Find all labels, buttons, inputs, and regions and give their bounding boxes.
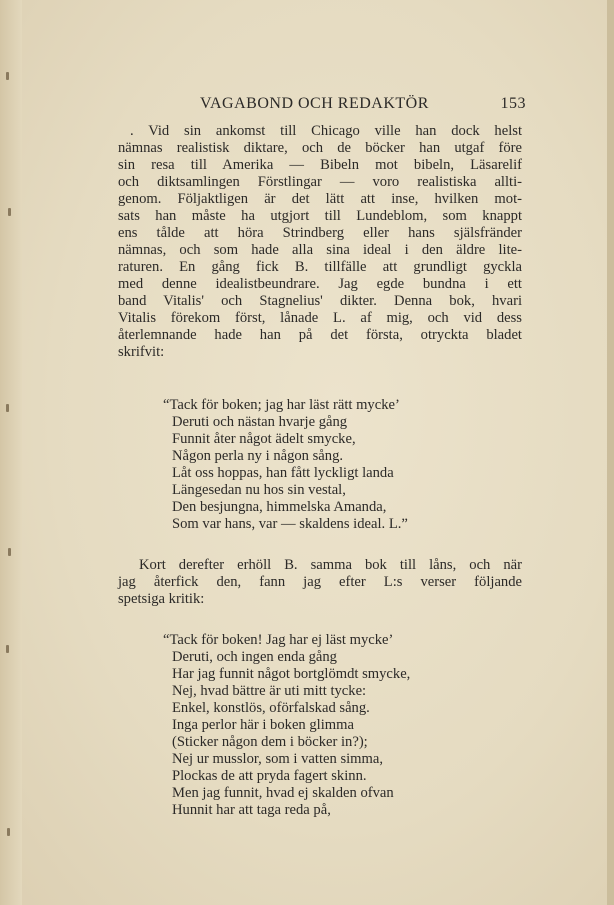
margin-mark [6,404,9,412]
verse-line: Nej ur musslor, som i vatten simma, [172,751,384,767]
verse-line: Deruti och nästan hvarje gång [172,414,348,430]
text-line: jag återfick den, fann jag efter L:s verser följande [118,574,522,590]
verse-line: (Sticker någon dem i böcker in?); [172,734,368,750]
verse-line: Den besjungna, himmelska Amanda, [172,499,387,515]
text-line: skrifvit: [118,344,165,360]
page-gutter [0,0,22,905]
text-line: raturen. En gång fick B. tillfälle att grundligt gyckla [118,259,522,275]
text-line: Kort derefter erhöll B. samma bok till låns, och när [139,557,522,573]
text-line: genom. Följaktligen är det lätt att inse, hvilken mot- [118,191,522,207]
page-edge [607,0,614,905]
margin-mark [6,645,9,653]
text-line: med denne idealistbeundrare. Jag egde bundna i ett [118,276,522,292]
verse-line: Har jag funnit något bortglömdt smycke, [172,666,411,682]
margin-mark [7,828,10,836]
page-number: 153 [500,95,526,112]
running-title: VAGABOND OCH REDAKTÖR [200,95,429,112]
verse-line: “Tack för boken; jag har läst rätt mycke’ [163,397,400,413]
verse-line: “Tack för boken! Jag har ej läst mycke’ [163,632,394,648]
verse-line: Plockas de att pryda fagert skinn. [172,768,367,784]
verse-line: Låt oss hoppas, han fått lyckligt landa [172,465,394,481]
verse-line: Deruti, och ingen enda gång [172,649,337,665]
text-line: och diktsamlingen Förstlingar — voro realistiska allti- [118,174,522,190]
verse-line: Funnit åter något ädelt smycke, [172,431,356,447]
verse-line: Någon perla ny i någon sång. [172,448,344,464]
margin-mark [8,548,11,556]
margin-mark [6,72,9,80]
text-line: nämnas realistisk diktare, och de böcker han utgaf före [118,140,522,156]
verse-line: Enkel, konstlös, oförfalskad sång. [172,700,370,716]
verse-line: Som var hans, var — skaldens ideal. L.” [172,516,408,532]
text-line: Vitalis förekom först, lånade L. af mig, och vid dess [118,310,522,326]
verse-line: Inga perlor här i boken glimma [172,717,354,733]
verse-line: Längesedan nu hos sin vestal, [172,482,346,498]
margin-mark [8,208,11,216]
text-line: nämnas, och som hade alla sina ideal i den äldre lite- [118,242,522,258]
text-line: återlemnande hade han på det första, otryckta bladet [118,327,522,343]
text-line: band Vitalis' och Stagnelius' dikter. Denna bok, hvari [118,293,522,309]
text-line: . Vid sin ankomst till Chicago ville han dock helst [130,123,522,139]
text-line: ens tålde att höra Strindberg eller hans själsfränder [118,225,522,241]
running-header [118,95,526,115]
text-line: sin resa till Amerika — Bibeln mot bibeln, Läsarelif [118,157,522,173]
verse-line: Hunnit har att taga reda på, [172,802,331,818]
text-line: sats han måste ha utgjort till Lundeblom, som knappt [118,208,522,224]
verse-line: Men jag funnit, hvad ej skalden ofvan [172,785,394,801]
text-line: spetsiga kritik: [118,591,205,607]
verse-line: Nej, hvad bättre är uti mitt tycke: [172,683,367,699]
